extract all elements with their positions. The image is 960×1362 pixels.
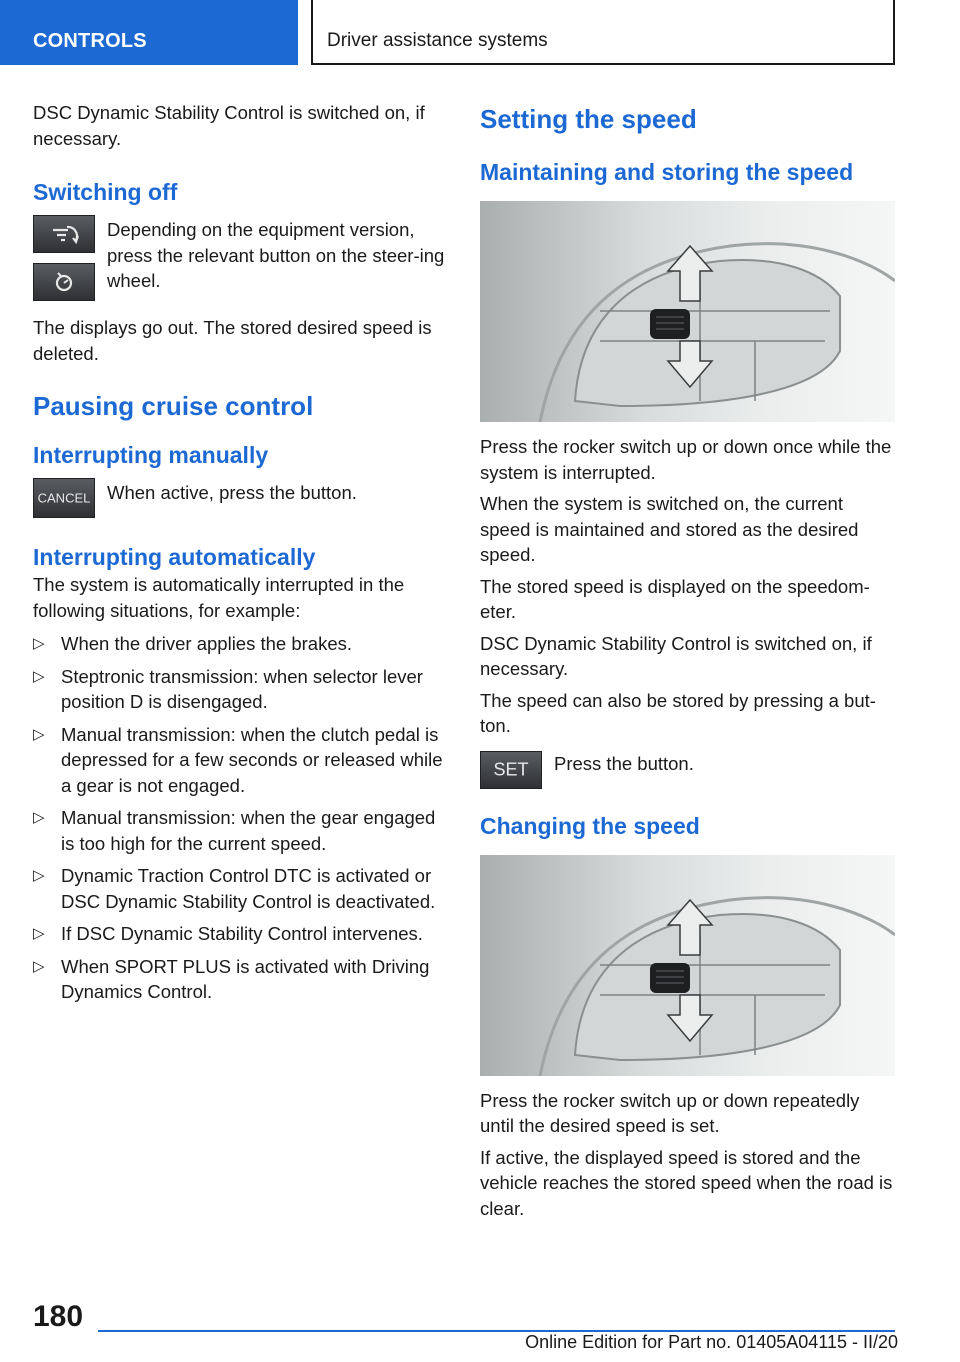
steering-wheel-rocker-photo-2 <box>480 855 895 1076</box>
rocker-switch-illustration-2 <box>480 855 895 1076</box>
triangle-bullet-icon: ▷ <box>33 809 45 826</box>
maintaining-speed-heading: Maintaining and storing the speed <box>480 159 854 185</box>
switching-off-block <box>33 215 447 307</box>
speed-maintained-text: When the system is switched on, the current speed is maintained and stored as the desired speed. <box>480 493 859 565</box>
triangle-bullet-icon: ▷ <box>33 635 45 652</box>
switching-off-after: The displays go out. The stored desired speed is deleted. <box>33 317 432 364</box>
cruise-control-off-icon <box>44 220 84 248</box>
cancel-text: When active, press the button. <box>107 482 357 503</box>
store-button-text: The speed can also be stored by pressing a but-ton. <box>480 689 876 736</box>
rocker-switch-illustration <box>480 201 895 422</box>
list-item: ▷ When SPORT PLUS is activated with Driving Dynamics Control. <box>33 955 430 1002</box>
triangle-bullet-icon: ▷ <box>33 667 45 685</box>
cancel-button-image <box>33 478 95 518</box>
set-text: Press the button. <box>554 752 694 774</box>
set-button-image <box>480 751 542 789</box>
set-label: SET <box>493 759 529 779</box>
chapter-header <box>311 0 895 65</box>
steering-wheel-rocker-photo <box>480 201 895 422</box>
chapter-title: Driver assistance systems <box>327 30 548 51</box>
speedometer-text: The stored speed is displayed on the speedom-eter. <box>480 575 870 622</box>
cruise-control-pause-icon <box>49 268 79 296</box>
triangle-bullet-icon: ▷ <box>33 957 45 975</box>
switching-off-heading: Switching off <box>33 179 178 205</box>
rocker-repeat-text: Press the rocker switch up or down repeatedly until the desired speed is set. <box>480 1089 860 1136</box>
stored-speed-text: If active, the displayed speed is stored and the vehicle reaches the stored speed when the road is clear. <box>480 1146 893 1219</box>
auto-intro: The system is automatically interrupted in the following situations, for example: <box>33 574 405 621</box>
rocker-once-text: Press the rocker switch up or down once while the system is interrupted. <box>480 436 892 483</box>
interrupting-manually-heading: Interrupting manually <box>33 442 269 468</box>
list-item: ▷ Dynamic Traction Control DTC is activated or DSC Dynamic Stability Control is deactivated. <box>33 865 436 912</box>
cancel-label: CANCEL <box>37 490 91 506</box>
interrupt-conditions-list <box>33 631 447 1005</box>
cruise-pause-button-image <box>33 263 95 301</box>
interrupting-automatically-heading: Interrupting automatically <box>33 544 316 570</box>
switching-off-text: Depending on the equipment version, press the relevant button on the steer-ing wheel. <box>107 219 445 291</box>
triangle-bullet-icon: ▷ <box>33 925 45 942</box>
cruise-off-button-image <box>33 215 95 253</box>
intro-paragraph: DSC Dynamic Stability Control is switched on, if necessary. <box>33 102 425 149</box>
set-block <box>480 749 895 807</box>
triangle-bullet-icon: ▷ <box>33 725 45 743</box>
cancel-block <box>33 478 447 540</box>
page-number: 180 <box>33 1300 84 1333</box>
pausing-heading: Pausing cruise control <box>33 391 314 421</box>
changing-speed-heading: Changing the speed <box>480 812 700 839</box>
list-item: ▷ Manual transmission: when the gear engaged is too high for the current speed. <box>33 807 436 854</box>
section-title: CONTROLS <box>33 30 147 52</box>
list-item: ▷ Manual transmission: when the clutch pedal is depressed for a few seconds or released while a gear is not engaged. <box>33 723 443 796</box>
triangle-bullet-icon: ▷ <box>33 867 45 884</box>
section-tab <box>0 0 298 65</box>
right-column <box>480 100 895 1227</box>
dsc-text: DSC Dynamic Stability Control is switched on, if necessary. <box>480 632 872 679</box>
list-item: ▷ If DSC Dynamic Stability Control intervenes. <box>33 921 447 947</box>
left-column <box>33 100 447 1012</box>
list-item: ▷ When the driver applies the brakes. <box>33 631 447 657</box>
list-item: ▷ Steptronic transmission: when selector lever position D is disengaged. <box>33 665 423 712</box>
edition-note: Online Edition for Part no. 01405A04115 - II/20 <box>525 1332 898 1352</box>
setting-speed-heading: Setting the speed <box>480 104 697 134</box>
